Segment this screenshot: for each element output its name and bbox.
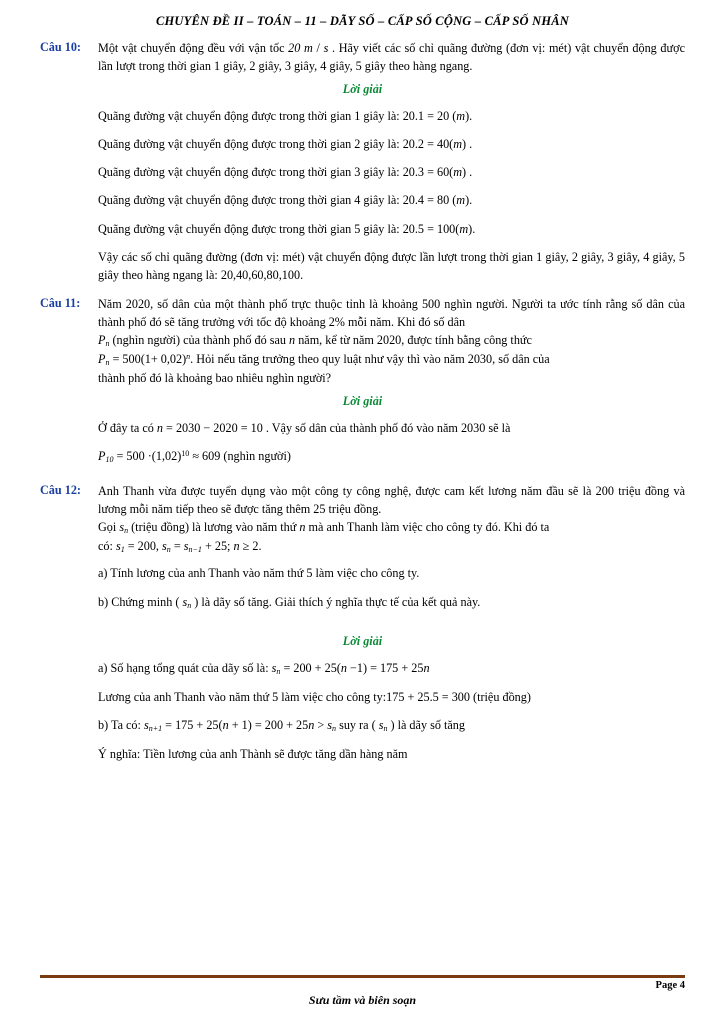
solution-line-10-1: Quãng đường vật chuyển động được trong thời gian 1 giây là: 20.1 = 20 (m). — [98, 108, 473, 123]
solution-line-10-2: Quãng đường vật chuyển động được trong thời gian 2 giây là: 20.2 = 40(m) . — [98, 136, 473, 151]
question-label-12: Câu 12: — [40, 482, 81, 497]
solution-line-10-6: Vậy các số chỉ quãng đường (đơn vị: mét) vật chuyển động được lần lượt trong thời gian 1 giây, 2 giây, 3 giây, 4 giây, 5 giây theo hàng ngang là: 20,40,60,80,100. — [98, 250, 685, 283]
page-title: CHUYÊN ĐỀ II – TOÁN – 11 – DÃY SỐ – CẤP SỐ CỘNG – CẤP SỐ NHÂN — [155, 14, 570, 28]
question-statement-12: Anh Thanh vừa được tuyển dụng vào một công ty công nghệ, được cam kết lương năm đầu sẽ là 200 triệu đồng và lương mỗi năm tiếp theo sẽ được tăng thêm 25 triệu đồng. Gọi $s_n$ (triệu đồng) là lương vào năm thứ n mà anh Thanh làm việc cho công ty đó. Khi đó ta có: $s_1 = 200$, $s_n = s_{n-1} + 25$; n ≥ 2. — [98, 483, 685, 555]
question-block-12 — [40, 482, 685, 557]
symbol-n: n — [289, 333, 296, 348]
solution-label-11: Lời giải — [342, 393, 383, 408]
solution-label-10: Lời giải — [342, 81, 383, 96]
question-statement-11-part3: năm, kể từ năm 2020, được tính bằng công thức — [298, 333, 532, 348]
solution-line-12-3: b) Ta có: $s_{n+1} = 175 + 25(n + 1) = 200 + 25n > s_n$ suy ra ( $s_n$ ) là dãy số tăng — [98, 718, 465, 734]
question-statement-11 — [98, 295, 685, 388]
question-statement-11-part1: Năm 2020, số dân của một thành phố trực thuộc tỉnh là khoảng 500 nghìn người. Người ta ước tính rằng số dân của thành phố đó sẽ tăng trưởng với tốc độ khoảng 2% mỗi năm. Khi đó số dân — [98, 296, 685, 329]
page-footer — [40, 975, 685, 1010]
solution-line-11-1: Ở đây ta có n = 2030 − 2020 = 10 . Vậy số dân của thành phố đó vào năm 2030 sẽ là — [98, 420, 511, 435]
formula-pn: $P_n = 500(1+ 0,02)^n$ — [98, 352, 191, 368]
question-label-10: Câu 10: — [40, 40, 81, 54]
solution-line-10-4: Quãng đường vật chuyển động được trong thời gian 4 giây là: 20.4 = 80 (m). — [98, 193, 473, 208]
solution-line-12-2: Lương của anh Thanh vào năm thứ 5 làm việc cho công ty:175 + 25.5 = 300 (triệu đồng) — [98, 689, 531, 704]
solution-line-10-3: Quãng đường vật chuyển động được trong thời gian 3 giây là: 20.3 = 60(m) . — [98, 165, 473, 180]
footer-credit: Sưu tầm và biên soạn — [308, 993, 417, 1007]
page-number: Page 4 — [655, 980, 685, 991]
symbol-pn: $P_n$ — [98, 333, 110, 349]
question-statement-11-part5: thành phố đó là khoảng bao nhiêu nghìn người? — [98, 371, 332, 386]
solution-line-11-2: $P_{10} = 500 \cdot(1,02)^{10} \approx 609$ (nghìn người) — [98, 448, 291, 464]
solution-label-12: Lời giải — [342, 633, 383, 648]
question-statement-11-part4: . Hỏi nếu tăng trưởng theo quy luật như vậy thì vào năm 2030, số dân của — [190, 352, 550, 367]
question-12-part-b: b) Chứng minh ( $s_n$ ) là dãy số tăng. Giải thích ý nghĩa thực tế của kết quả này. — [98, 594, 481, 610]
question-label-11: Câu 11: — [40, 295, 81, 310]
question-12-part-a: a) Tính lương của anh Thanh vào năm thứ 5 làm việc cho công ty. — [98, 566, 420, 581]
question-block-11 — [40, 295, 685, 388]
question-statement-11-part2: (nghìn người) của thành phố đó sau — [112, 333, 286, 348]
solution-line-12-4: Ý nghĩa: Tiền lương của anh Thành sẽ được tăng dần hàng năm — [98, 747, 408, 762]
solution-line-10-5: Quãng đường vật chuyển động được trong thời gian 5 giây là: 20.5 = 100(m). — [98, 221, 476, 236]
question-statement-12-part2: (triệu đồng) là lương vào năm thứ — [131, 520, 297, 535]
question-block-10 — [40, 39, 685, 76]
solution-line-12-1: a) Số hạng tổng quát của dãy số là: $s_n = 200 + 25(n -1) = 175 + 25n$ — [98, 660, 430, 676]
question-statement-10: Một vật chuyển động đều với vận tốc 20 m / s . Hãy viết các số chỉ quãng đường (đơn vị: mét) vật chuyển động được lần lượt trong thời gian 1 giây, 2 giây, 3 giây, 4 giây, 5 giây theo hàng ngang. — [98, 41, 685, 74]
question-statement-12-part3: mà anh Thanh làm việc cho công ty đó. Khi đó ta — [308, 520, 550, 535]
footer-divider — [40, 975, 685, 978]
question-statement-12-part1: Anh Thanh vừa được tuyển dụng vào một công ty công nghệ, được cam kết lương năm đầu sẽ là 200 triệu đồng và lương mỗi năm tiếp theo sẽ được tăng thêm 25 triệu đồng. — [98, 483, 685, 517]
